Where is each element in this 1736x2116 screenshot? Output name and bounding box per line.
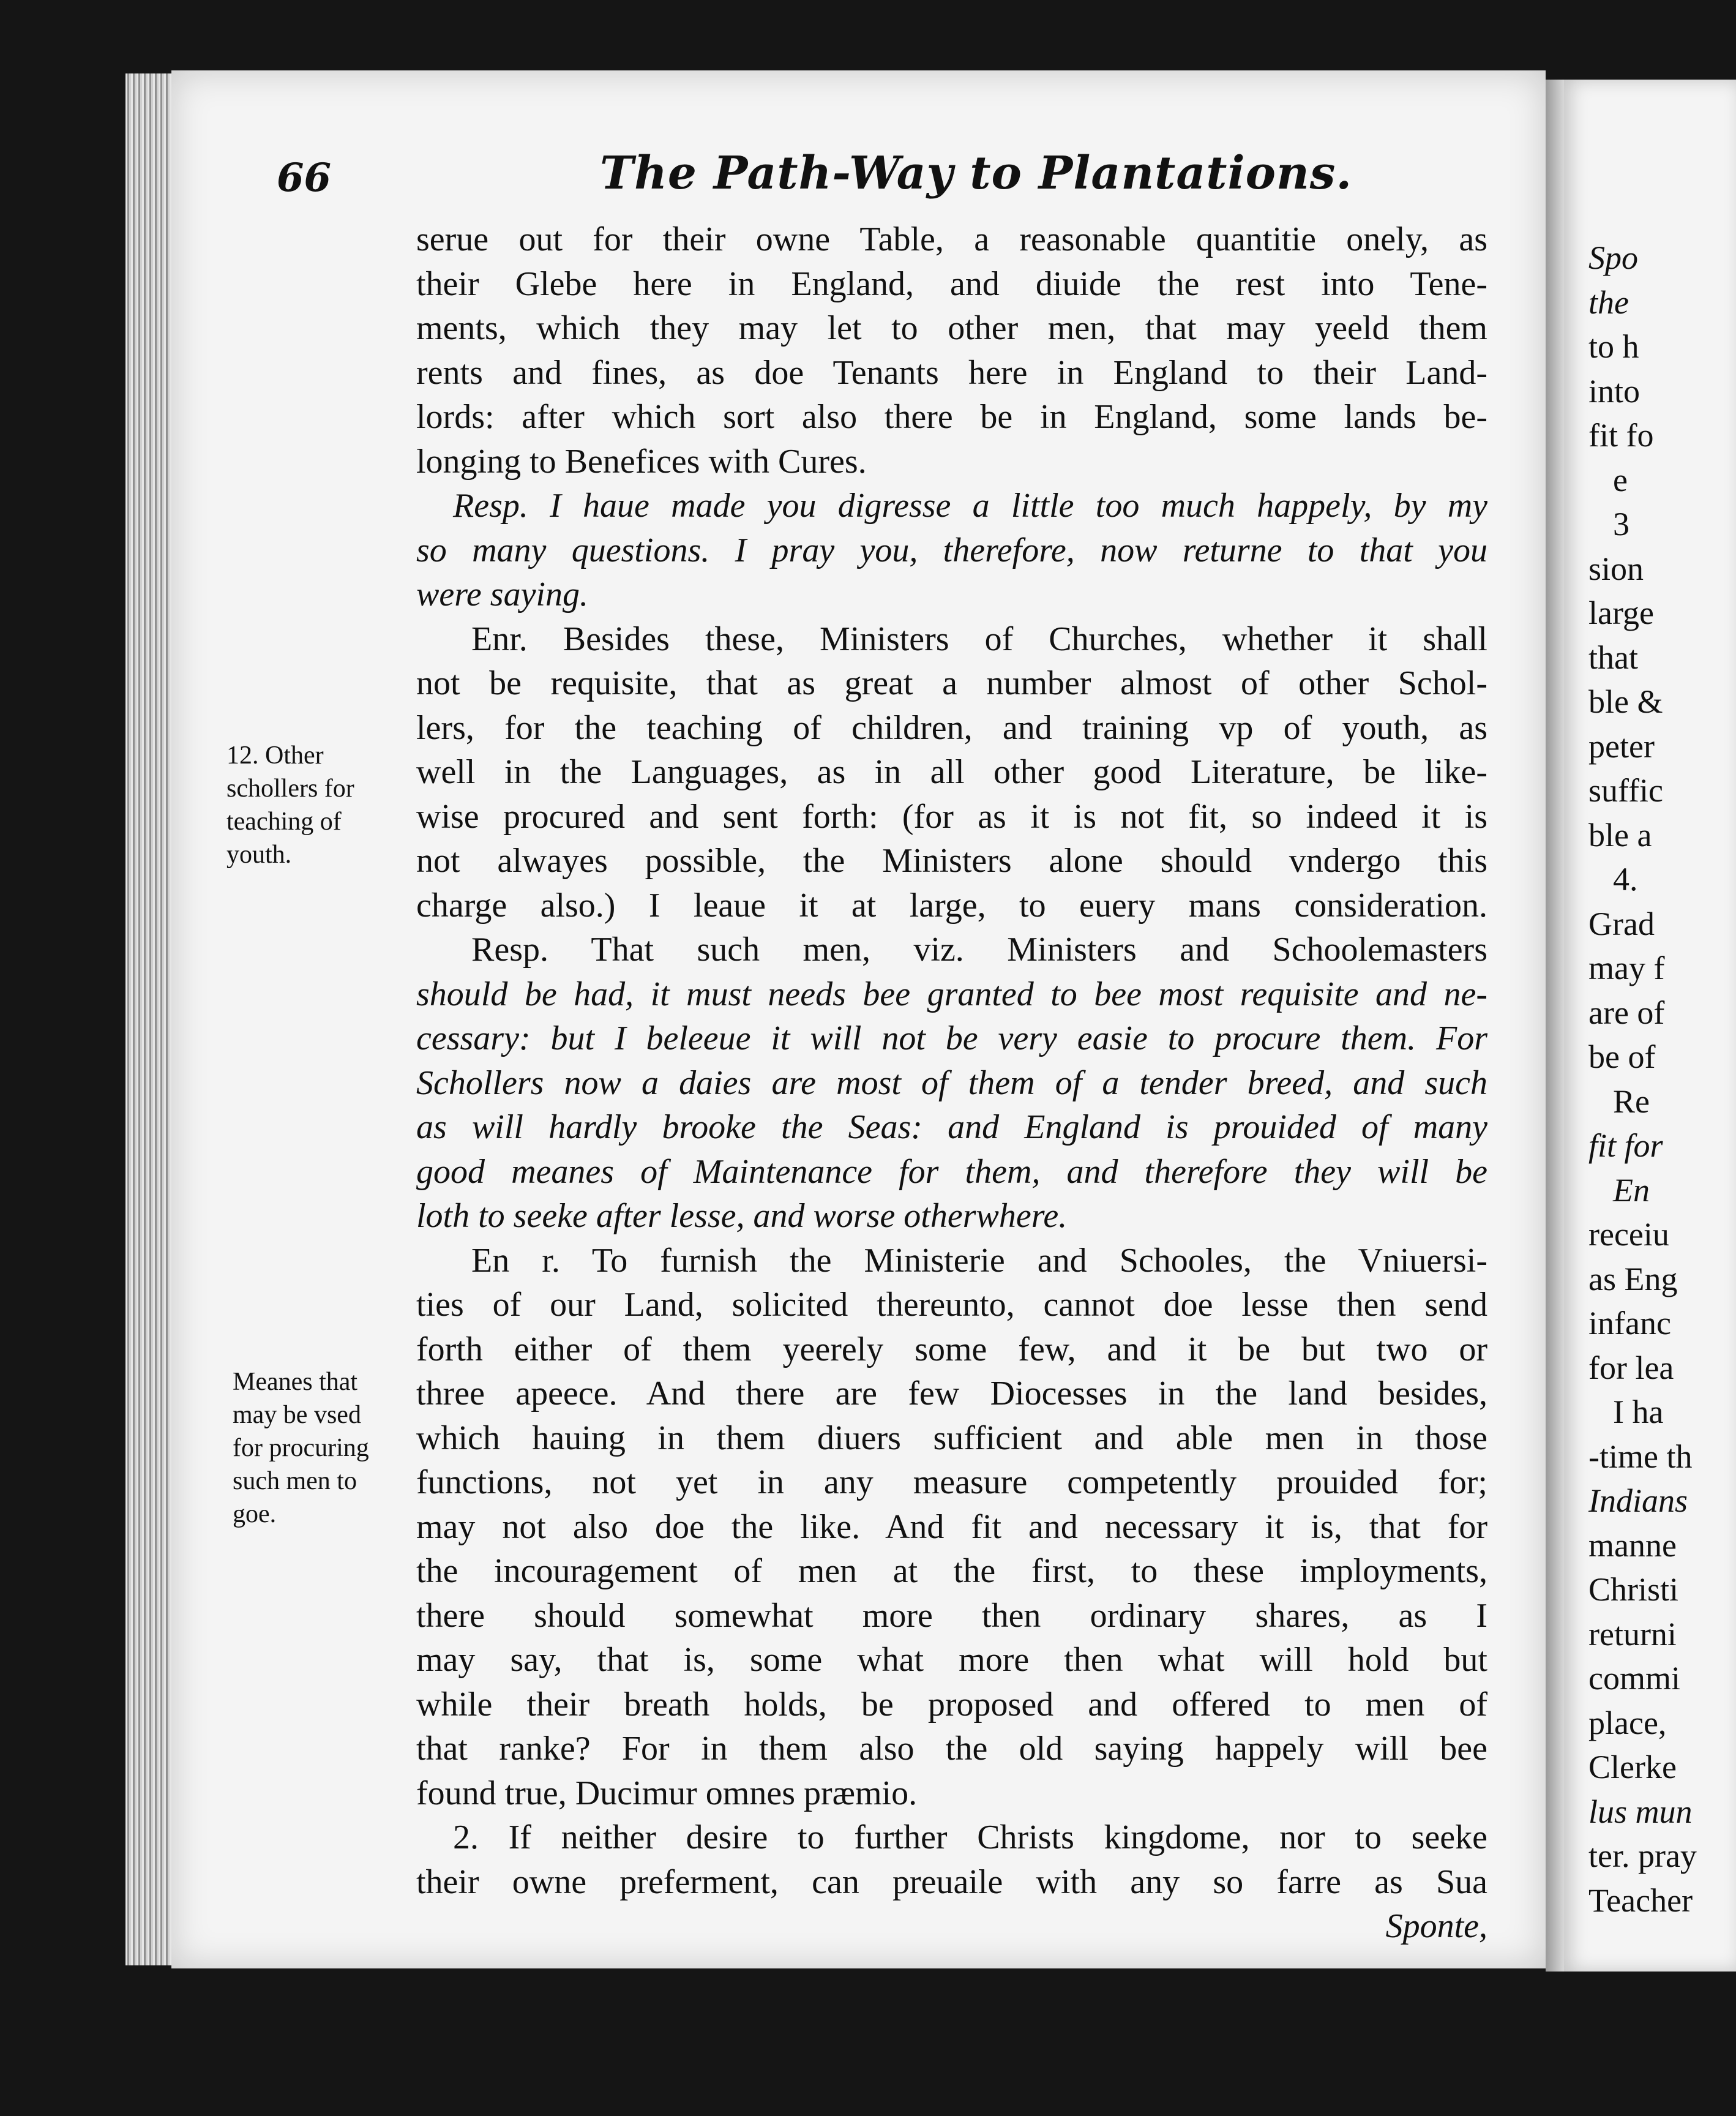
text-line: charge also.) I leaue it at large, to euery mans consideration. (416, 886, 1487, 925)
running-head: The Path-Way to Plantations. (600, 147, 1353, 200)
text-fragment: place, (1588, 1704, 1667, 1741)
text-fragment: large (1588, 595, 1654, 631)
text-line: 2. If neither desire to further Christs kingdome, nor to seeke (453, 1818, 1487, 1856)
text-fragment: the (1588, 283, 1629, 321)
text-fragment: fit fo (1588, 417, 1654, 454)
text-line: that ranke? For in them also the old saying happely will bee (416, 1730, 1487, 1768)
text-fragment: infanc (1588, 1305, 1671, 1341)
text-fragment: that (1588, 639, 1638, 676)
text-line: cessary: but I beleeue it will not be very easie to procure them. For (416, 1019, 1487, 1057)
text-line: Enr. Besides these, Ministers of Churches, whether it shall (471, 620, 1487, 658)
text-fragment: be of (1588, 1038, 1656, 1075)
text-line: were saying. (416, 576, 588, 613)
text-fragment: Clerke (1588, 1749, 1677, 1785)
text-line: Resp. I haue made you digresse a little too much happely, by my (453, 487, 1487, 525)
text-line: while their breath holds, be proposed and offered to men of (416, 1685, 1487, 1724)
text-line: ties of our Land, solicited thereunto, cannot doe lesse then send (416, 1286, 1487, 1324)
text-line: En r. To furnish the Ministerie and Schooles, the Vniuersi- (471, 1241, 1487, 1280)
text-fragment: 4. (1613, 861, 1638, 898)
text-fragment: ble & (1588, 683, 1663, 720)
text-fragment: e (1613, 461, 1628, 498)
text-line: ments, which they may let to other men, that may yeeld them (416, 309, 1487, 347)
text-line: longing to Benefices with Cures. (416, 442, 867, 481)
text-fragment: -time th (1588, 1438, 1693, 1475)
text-fragment: sion (1588, 550, 1644, 587)
text-line: found true, Ducimur omnes præmio. (416, 1774, 918, 1812)
text-fragment: I ha (1613, 1394, 1664, 1430)
page-number: 66 (277, 155, 332, 201)
text-fragment: peter (1588, 727, 1655, 765)
text-fragment: ble a (1588, 816, 1652, 854)
text-fragment: lus mun (1588, 1793, 1693, 1830)
text-line: their Glebe here in England, and diuide the rest into Tene- (416, 264, 1487, 303)
text-fragment: receiu (1588, 1216, 1669, 1253)
text-line: well in the Languages, as in all other good Literature, be like- (416, 753, 1487, 791)
text-line: rents and fines, as doe Tenants here in England to their Land- (416, 353, 1487, 392)
text-line: three apeece. And there are few Diocesses in the land besides, (416, 1375, 1487, 1413)
text-line: lords: after which sort also there be in England, some lands be- (416, 398, 1487, 436)
text-fragment: manne (1588, 1526, 1677, 1564)
text-line: which hauing in them diuers sufficient and able men in those (416, 1419, 1487, 1457)
text-line: Schollers now a daies are most of them of a tender breed, and such (416, 1064, 1487, 1102)
body-text (416, 217, 1487, 1949)
right-page-fragment (1564, 80, 1736, 1972)
text-fragment: Teacher (1588, 1882, 1693, 1919)
text-fragment: Indians (1588, 1482, 1688, 1519)
right-page-text (1588, 236, 1697, 1923)
text-line: wise procured and sent forth: (for as it is not fit, so indeed it is (416, 797, 1487, 836)
text-line: not be requisite, that as great a number almost of other Schol- (416, 664, 1487, 702)
text-line: the incouragement of men at the first, to these imployments, (416, 1552, 1487, 1590)
text-fragment: for lea (1588, 1349, 1674, 1386)
text-fragment: Re (1613, 1082, 1650, 1120)
text-fragment: En (1613, 1171, 1650, 1209)
text-fragment: suffic (1588, 772, 1663, 809)
text-fragment: returni (1588, 1615, 1677, 1653)
text-line: serue out for their owne Table, a reasonable quantitie onely, as (416, 220, 1487, 258)
text-fragment: into (1588, 372, 1641, 410)
text-line: so many questions. I pray you, therefore, now returne to that you (416, 531, 1487, 569)
text-line: not alwayes possible, the Ministers alone should vndergo this (416, 842, 1487, 880)
text-line: as will hardly brooke the Seas: and England is prouided of many (416, 1108, 1487, 1146)
text-line: lers, for the teaching of children, and training vp of youth, as (416, 708, 1487, 747)
text-fragment: Christi (1588, 1571, 1679, 1608)
text-fragment: to h (1588, 328, 1639, 365)
text-fragment: ter. pray (1588, 1837, 1697, 1874)
text-line: may not also doe the like. And fit and necessary it is, that for (416, 1507, 1487, 1546)
text-line: loth to seeke after lesse, and worse otherwhere. (416, 1197, 1068, 1235)
text-fragment: may f (1588, 950, 1665, 986)
text-fragment: commi (1588, 1660, 1680, 1697)
book-gutter (1546, 80, 1564, 1972)
text-line: there should somewhat more then ordinary shares, as I (416, 1596, 1487, 1635)
text-fragment: as Eng (1588, 1260, 1678, 1297)
text-line: their owne preferment, can preuaile with any so farre as Sua (416, 1863, 1487, 1901)
text-line: functions, not yet in any measure competently prouided for; (416, 1463, 1487, 1501)
catchword: Sponte, (1385, 1907, 1487, 1945)
margin-note-other-schollers: 12. Other schollers for teaching of youth. (226, 741, 354, 869)
text-line: forth either of them yeerely some few, and it be but two or (416, 1330, 1487, 1368)
text-line: may say, that is, some what more then what will hold but (416, 1641, 1487, 1679)
text-fragment: 3 (1613, 506, 1629, 542)
margin-note-meanes: Meanes that may be vsed for procuring such men to goe. (233, 1368, 369, 1528)
text-fragment: fit for (1588, 1127, 1663, 1164)
text-fragment: Grad (1588, 905, 1655, 942)
left-page (171, 70, 1546, 1968)
text-line: Resp. That such men, viz. Ministers and Schoolemasters (471, 931, 1487, 969)
text-line: should be had, it must needs bee granted to bee most requisite and ne- (416, 975, 1487, 1013)
text-fragment: Spo (1588, 239, 1638, 276)
text-fragment: are of (1588, 994, 1665, 1031)
text-line: good meanes of Maintenance for them, and therefore they will be (416, 1152, 1487, 1191)
